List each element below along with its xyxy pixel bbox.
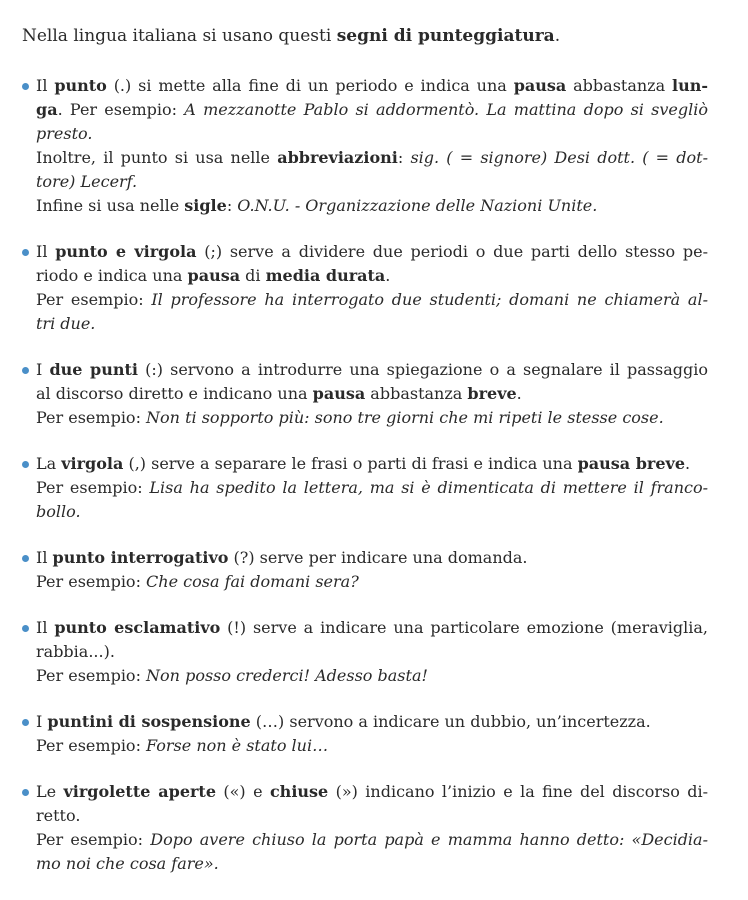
body-text: («) e [216, 782, 270, 801]
text-line [36, 146, 708, 170]
body-text: . Per esempio: [57, 100, 185, 119]
body-text: (…) servono a indicare un dubbio, un’incertezza. [250, 712, 651, 731]
example-text: Lisa ha spedito la lettera, ma si è dimenticata di mettere il franco- [149, 478, 708, 497]
example-text: tri due. [36, 314, 96, 333]
example-text: Non ti sopporto più: sono tre giorni che mi ripeti le stesse cose. [146, 408, 664, 427]
text-line [36, 780, 708, 804]
text-line [36, 546, 708, 570]
body-text: Il [36, 76, 55, 95]
body-text: retto. [36, 806, 81, 825]
bold-term: pausa breve [577, 454, 686, 473]
text-line [36, 170, 708, 194]
text-line [36, 664, 708, 688]
bold-term: punto [54, 76, 107, 95]
bullet-icon [22, 719, 29, 726]
text-line [36, 312, 708, 336]
body-text: I [36, 360, 50, 379]
body-text: Per esempio: [36, 408, 147, 427]
punctuation-section [22, 546, 708, 594]
bold-term: due punti [49, 360, 138, 379]
example-text: Non posso crederci! Adesso basta! [146, 666, 428, 685]
bold-term: pausa [513, 76, 567, 95]
bullet-icon [22, 461, 29, 468]
body-text: abbastanza [566, 76, 673, 95]
text-line [36, 710, 708, 734]
text-line [36, 382, 708, 406]
bullet-icon [22, 249, 29, 256]
intro-paragraph [22, 24, 708, 48]
body-text: Per esempio: [36, 290, 152, 309]
body-text: La [36, 454, 62, 473]
text-line [36, 98, 708, 122]
body-text: Per esempio: [36, 736, 147, 755]
intro-end: . [554, 26, 561, 46]
text-line [36, 734, 708, 758]
body-text: rabbia...). [36, 642, 115, 661]
body-text: Le [36, 782, 64, 801]
text-line [36, 452, 708, 476]
punctuation-section [22, 358, 708, 430]
bold-term: sigle [184, 196, 227, 215]
example-text: tore) Lecerf. [36, 172, 138, 191]
text-line [36, 570, 708, 594]
body-text: Il [36, 548, 53, 567]
text-line [36, 640, 708, 664]
body-text: Infine si usa nelle [36, 196, 185, 215]
example-text: Il professore ha interrogato due studenti; domani ne chiamerà al- [151, 290, 708, 309]
body-text: (;) serve a dividere due periodi o due parti dello stesso pe- [196, 242, 708, 261]
intro-bold: segni di punteggiatura [336, 26, 555, 46]
punctuation-section [22, 616, 708, 688]
example-text: bollo. [36, 502, 81, 521]
bold-term: breve [467, 384, 517, 403]
text-line [36, 500, 708, 524]
bold-term: chiuse [269, 782, 329, 801]
example-text: O.N.U. - Organizzazione delle Nazioni Unite. [237, 196, 598, 215]
bold-term: lun- [672, 76, 708, 95]
body-text: . [385, 266, 391, 285]
text-line [36, 288, 708, 312]
body-text: (») indicano l’inizio e la fine del discorso di- [328, 782, 709, 801]
bold-term: ga [36, 100, 58, 119]
body-text: . [516, 384, 522, 403]
text-line [36, 804, 708, 828]
punctuation-section [22, 780, 708, 876]
intro-text: Nella lingua italiana si usano questi [22, 26, 337, 46]
bold-term: punto interrogativo [52, 548, 229, 567]
example-text: presto. [36, 124, 93, 143]
body-text: (:) servono a introdurre una spiegazione o a segnalare il passaggio [137, 360, 708, 379]
body-text: : [397, 148, 411, 167]
bold-term: virgolette aperte [63, 782, 216, 801]
body-text: Per esempio: [36, 572, 147, 591]
body-text: : [226, 196, 238, 215]
body-text: Il [36, 618, 55, 637]
body-text: abbastanza [365, 384, 468, 403]
body-text: Per esempio: [36, 666, 147, 685]
bullet-icon [22, 367, 29, 374]
text-line [36, 852, 708, 876]
text-line [36, 358, 708, 382]
bold-term: punto esclamativo [54, 618, 221, 637]
example-text: sig. ( = signore) Desi dott. ( = dot- [410, 148, 708, 167]
bold-term: virgola [61, 454, 124, 473]
example-text: Dopo avere chiuso la porta papà e mamma hanno detto: «Decidia- [150, 830, 708, 849]
body-text: di [240, 266, 266, 285]
punctuation-section [22, 710, 708, 758]
example-text: A mezzanotte Pablo si addormentò. La mattina dopo si svegliò [184, 100, 708, 119]
bullet-icon [22, 555, 29, 562]
bold-term: pausa [312, 384, 366, 403]
body-text: (,) serve a separare le frasi o parti di frasi e indica una [123, 454, 578, 473]
body-text: riodo e indica una [36, 266, 188, 285]
punctuation-section [22, 240, 708, 336]
body-text: al discorso diretto e indicano una [36, 384, 313, 403]
text-line [36, 616, 708, 640]
body-text: (!) serve a indicare una particolare emozione (meraviglia, [220, 618, 708, 637]
text-line [36, 194, 708, 218]
body-text: (?) serve per indicare una domanda. [228, 548, 528, 567]
body-text: (.) si mette alla fine di un periodo e indica una [106, 76, 514, 95]
punctuation-section [22, 74, 708, 218]
bullet-icon [22, 625, 29, 632]
bullet-icon [22, 83, 29, 90]
sections-list [22, 74, 708, 876]
example-text: Che cosa fai domani sera? [146, 572, 359, 591]
body-text: Inoltre, il punto si usa nelle [36, 148, 278, 167]
bold-term: media durata [265, 266, 386, 285]
example-text: Forse non è stato lui… [146, 736, 329, 755]
bold-term: punto e virgola [55, 242, 197, 261]
text-line [36, 264, 708, 288]
text-line [36, 240, 708, 264]
punctuation-section [22, 452, 708, 524]
text-line [36, 122, 708, 146]
example-text: mo noi che cosa fare». [36, 854, 219, 873]
bold-term: abbreviazioni [277, 148, 398, 167]
body-text: Per esempio: [36, 830, 151, 849]
body-text: Il [36, 242, 56, 261]
body-text: Per esempio: [36, 478, 150, 497]
text-line [36, 74, 708, 98]
body-text: I [36, 712, 48, 731]
bullet-icon [22, 789, 29, 796]
text-line [36, 406, 708, 430]
text-line [36, 476, 708, 500]
bold-term: puntini di sospensione [47, 712, 251, 731]
bold-term: pausa [187, 266, 241, 285]
text-line [36, 828, 708, 852]
body-text: . [685, 454, 691, 473]
